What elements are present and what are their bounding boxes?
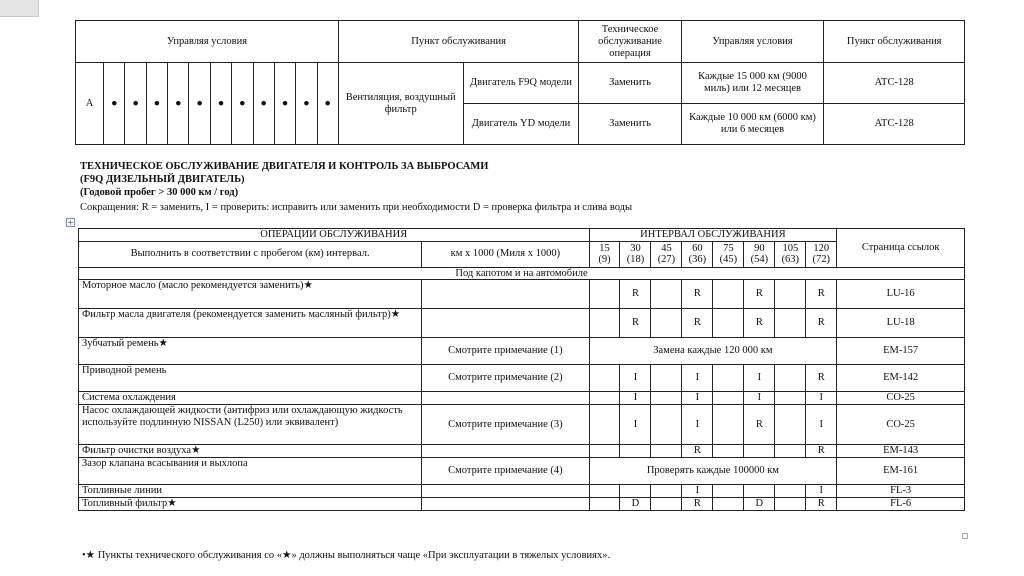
interval-cell: R (682, 309, 713, 338)
table-row (79, 405, 965, 445)
interval-cell (713, 485, 744, 498)
operation-cell: Моторное масло (масло рекомендуется заменить)★ (79, 280, 422, 309)
table-row (79, 485, 965, 498)
table-row (79, 280, 965, 309)
interval-cell (620, 445, 651, 458)
engine-f9q: Двигатель F9Q модели (463, 63, 579, 104)
interval-cell: R (744, 405, 775, 445)
table-row (79, 458, 965, 485)
reference-cell: LU-16 (837, 280, 965, 309)
interval-cell (713, 392, 744, 405)
operation-cell: Приводной ремень (79, 365, 422, 392)
interval-cell (651, 405, 682, 445)
interval-cell (713, 280, 744, 309)
corner-box (0, 0, 39, 17)
interval-cell: R (806, 309, 837, 338)
dot-cell: ● (296, 63, 317, 145)
note-cell (422, 445, 589, 458)
header-interval: ИНТЕРВАЛ ОБСЛУЖИВАНИЯ (589, 229, 837, 242)
interval-cell: I (620, 392, 651, 405)
engine-yd: Двигатель YD модели (463, 104, 579, 145)
note-cell (422, 485, 589, 498)
reference-cell: CO-25 (837, 405, 965, 445)
interval-mi: (27) (657, 254, 676, 265)
interval-cell: R (806, 498, 837, 511)
note-cell (422, 309, 589, 338)
interval-cell: R (682, 280, 713, 309)
row-code: A (76, 63, 104, 145)
interval-cell: D (620, 498, 651, 511)
interval-cell (589, 485, 620, 498)
interval-cell (651, 365, 682, 392)
operation-cell: Зазор клапана всасывания и выхлопа (79, 458, 422, 485)
interval-cell (713, 365, 744, 392)
note-cell: Смотрите примечание (3) (422, 405, 589, 445)
interval-cell (589, 392, 620, 405)
table-row (79, 392, 965, 405)
interval-cell (651, 498, 682, 511)
interval-cell: I (620, 405, 651, 445)
reference-cell: FL-3 (837, 485, 965, 498)
interval-header-cell (744, 241, 775, 267)
reference-cell: EM-157 (837, 338, 965, 365)
header-operations: ОПЕРАЦИИ ОБСЛУЖИВАНИЯ (79, 229, 590, 242)
interval-cell: I (682, 365, 713, 392)
interval-cell (775, 280, 806, 309)
interval-header-cell (682, 241, 713, 267)
table-row (79, 309, 965, 338)
interval-cell: Каждые 15 000 км (9000 миль) или 12 месяцев (681, 63, 824, 104)
interval-mi: (9) (598, 254, 611, 265)
interval-mi: (72) (812, 254, 831, 265)
section-heading: ТЕХНИЧЕСКОЕ ОБСЛУЖИВАНИЕ ДВИГАТЕЛЯ И КОНТРОЛЬ ЗА ВЫБРОСАМИ (80, 161, 489, 172)
note-cell: Смотрите примечание (1) (422, 338, 589, 365)
header-perform: Выполнить в соответствии с пробегом (км) интервал. (79, 241, 422, 267)
interval-cell: R (682, 445, 713, 458)
interval-km: 105 (782, 242, 799, 254)
interval-cell (775, 445, 806, 458)
interval-span-cell: Проверять каждые 100000 км (589, 458, 837, 485)
table-row (79, 338, 965, 365)
interval-cell (775, 405, 806, 445)
interval-km: 45 (661, 242, 672, 254)
note-cell: Смотрите примечание (2) (422, 365, 589, 392)
dot-cell: ● (104, 63, 125, 145)
interval-cell (651, 445, 682, 458)
interval-cell (589, 309, 620, 338)
interval-cell (775, 365, 806, 392)
reference-cell: EM-143 (837, 445, 965, 458)
interval-cell (713, 405, 744, 445)
ref-cell: ATC-128 (824, 63, 965, 104)
interval-cell: D (744, 498, 775, 511)
interval-cell: I (806, 485, 837, 498)
interval-cell (744, 445, 775, 458)
interval-cell (713, 498, 744, 511)
interval-km: 75 (723, 242, 734, 254)
header-conditions-2: Управляя условия (681, 21, 824, 63)
interval-km: 30 (630, 242, 641, 254)
table-row (79, 445, 965, 458)
reference-cell: LU-18 (837, 309, 965, 338)
ref-cell: ATC-128 (824, 104, 965, 145)
dot-cell: ● (317, 63, 338, 145)
reference-cell: CO-25 (837, 392, 965, 405)
dot-cell: ● (189, 63, 210, 145)
dot-cell: ● (125, 63, 146, 145)
interval-cell: R (682, 498, 713, 511)
table-row (79, 498, 965, 511)
table-row (79, 365, 965, 392)
annual-mileage: (Годовой пробег > 30 000 км / год) (80, 187, 239, 198)
interval-header-cell (620, 241, 651, 267)
interval-cell (713, 445, 744, 458)
interval-cell (651, 392, 682, 405)
interval-cell (744, 485, 775, 498)
operation-cell: Система охлаждения (79, 392, 422, 405)
interval-cell (620, 485, 651, 498)
interval-cell (775, 498, 806, 511)
interval-span-cell: Замена каждые 120 000 км (589, 338, 837, 365)
interval-km: 60 (692, 242, 703, 254)
header-reference: Страница ссылок (837, 229, 965, 268)
interval-km: 15 (599, 242, 610, 254)
interval-km: 120 (813, 242, 830, 254)
interval-cell: R (806, 365, 837, 392)
dot-cell: ● (168, 63, 189, 145)
interval-cell: I (806, 405, 837, 445)
abbreviations-text: Сокращения: R = заменить, I = проверить: исправить или заменить при необходимости D = проверка фильтра и слива воды (80, 202, 633, 213)
interval-km: 90 (754, 242, 765, 254)
interval-header-cell (651, 241, 682, 267)
header-units: км x 1000 (Миля x 1000) (422, 241, 589, 267)
interval-cell: R (806, 445, 837, 458)
operation-cell: Зубчатый ремень★ (79, 338, 422, 365)
note-cell (422, 498, 589, 511)
interval-cell (589, 365, 620, 392)
service-item-cell: Вентиляция, воздушный фильтр (338, 63, 463, 145)
operation-cell: Заменить (579, 63, 681, 104)
maintenance-rows (79, 280, 965, 511)
header-service-item: Пункт обслуживания (338, 21, 579, 63)
interval-mi: (18) (626, 254, 645, 265)
interval-cell (775, 309, 806, 338)
interval-cell: R (744, 280, 775, 309)
dot-cell: ● (210, 63, 231, 145)
table-resize-handle-icon[interactable] (962, 533, 968, 539)
note-cell (422, 392, 589, 405)
reference-cell: FL-6 (837, 498, 965, 511)
interval-cell: R (620, 280, 651, 309)
reference-cell: EM-142 (837, 365, 965, 392)
interval-mi: (45) (719, 254, 738, 265)
footnote: •★ Пункты технического обслуживания со «★» должны выполняться чаще «При эксплуатации в тяжелых условиях». (82, 550, 611, 561)
interval-cell: I (744, 392, 775, 405)
operation-cell: Заменить (579, 104, 681, 145)
interval-cell (589, 405, 620, 445)
dot-cell: ● (253, 63, 274, 145)
interval-cell: R (806, 280, 837, 309)
interval-mi: (63) (781, 254, 800, 265)
maintenance-table (78, 228, 965, 511)
note-cell (422, 280, 589, 309)
operation-cell: Топливные линии (79, 485, 422, 498)
engine-filter-table (75, 20, 965, 145)
interval-header-cell (775, 241, 806, 267)
reference-cell: EM-161 (837, 458, 965, 485)
operation-cell: Топливный фильтр★ (79, 498, 422, 511)
interval-cell (775, 392, 806, 405)
operation-cell: Фильтр очистки воздуха★ (79, 445, 422, 458)
interval-cell (651, 309, 682, 338)
interval-cell: I (682, 392, 713, 405)
dot-cell: ● (146, 63, 167, 145)
interval-cell: R (744, 309, 775, 338)
section-row: Под капотом и на автомобиле (79, 267, 965, 280)
interval-cell: I (744, 365, 775, 392)
header-conditions: Управляя условия (76, 21, 339, 63)
interval-cell: I (806, 392, 837, 405)
interval-cell: R (620, 309, 651, 338)
interval-cell (775, 485, 806, 498)
interval-mi: (54) (750, 254, 769, 265)
interval-cell (651, 280, 682, 309)
interval-cell (713, 309, 744, 338)
interval-header-cell (806, 241, 837, 267)
interval-cell: I (682, 485, 713, 498)
table-move-handle-icon[interactable]: + (67, 218, 74, 227)
interval-cell (589, 445, 620, 458)
interval-cell (651, 485, 682, 498)
dot-cell: ● (232, 63, 253, 145)
operation-cell: Насос охлаждающей жидкости (антифриз или охлаждающую жидкость используйте подлинную NISSAN (L250) или эквивалент) (79, 405, 422, 445)
interval-cell: Каждые 10 000 км (6000 км) или 6 месяцев (681, 104, 824, 145)
header-operation: Техническое обслуживание операция (579, 21, 681, 63)
note-cell: Смотрите примечание (4) (422, 458, 589, 485)
operation-cell: Фильтр масла двигателя (рекомендуется заменить масляный фильтр)★ (79, 309, 422, 338)
interval-cell: I (620, 365, 651, 392)
interval-header-cell (589, 241, 620, 267)
dot-cell: ● (274, 63, 295, 145)
interval-cell: I (682, 405, 713, 445)
section-subheading: (F9Q ДИЗЕЛЬНЫЙ ДВИГАТЕЛЬ) (80, 174, 245, 185)
interval-header-cell (713, 241, 744, 267)
header-service-item-2: Пункт обслуживания (824, 21, 965, 63)
interval-mi: (36) (688, 254, 707, 265)
interval-cell (589, 280, 620, 309)
interval-cell (589, 498, 620, 511)
